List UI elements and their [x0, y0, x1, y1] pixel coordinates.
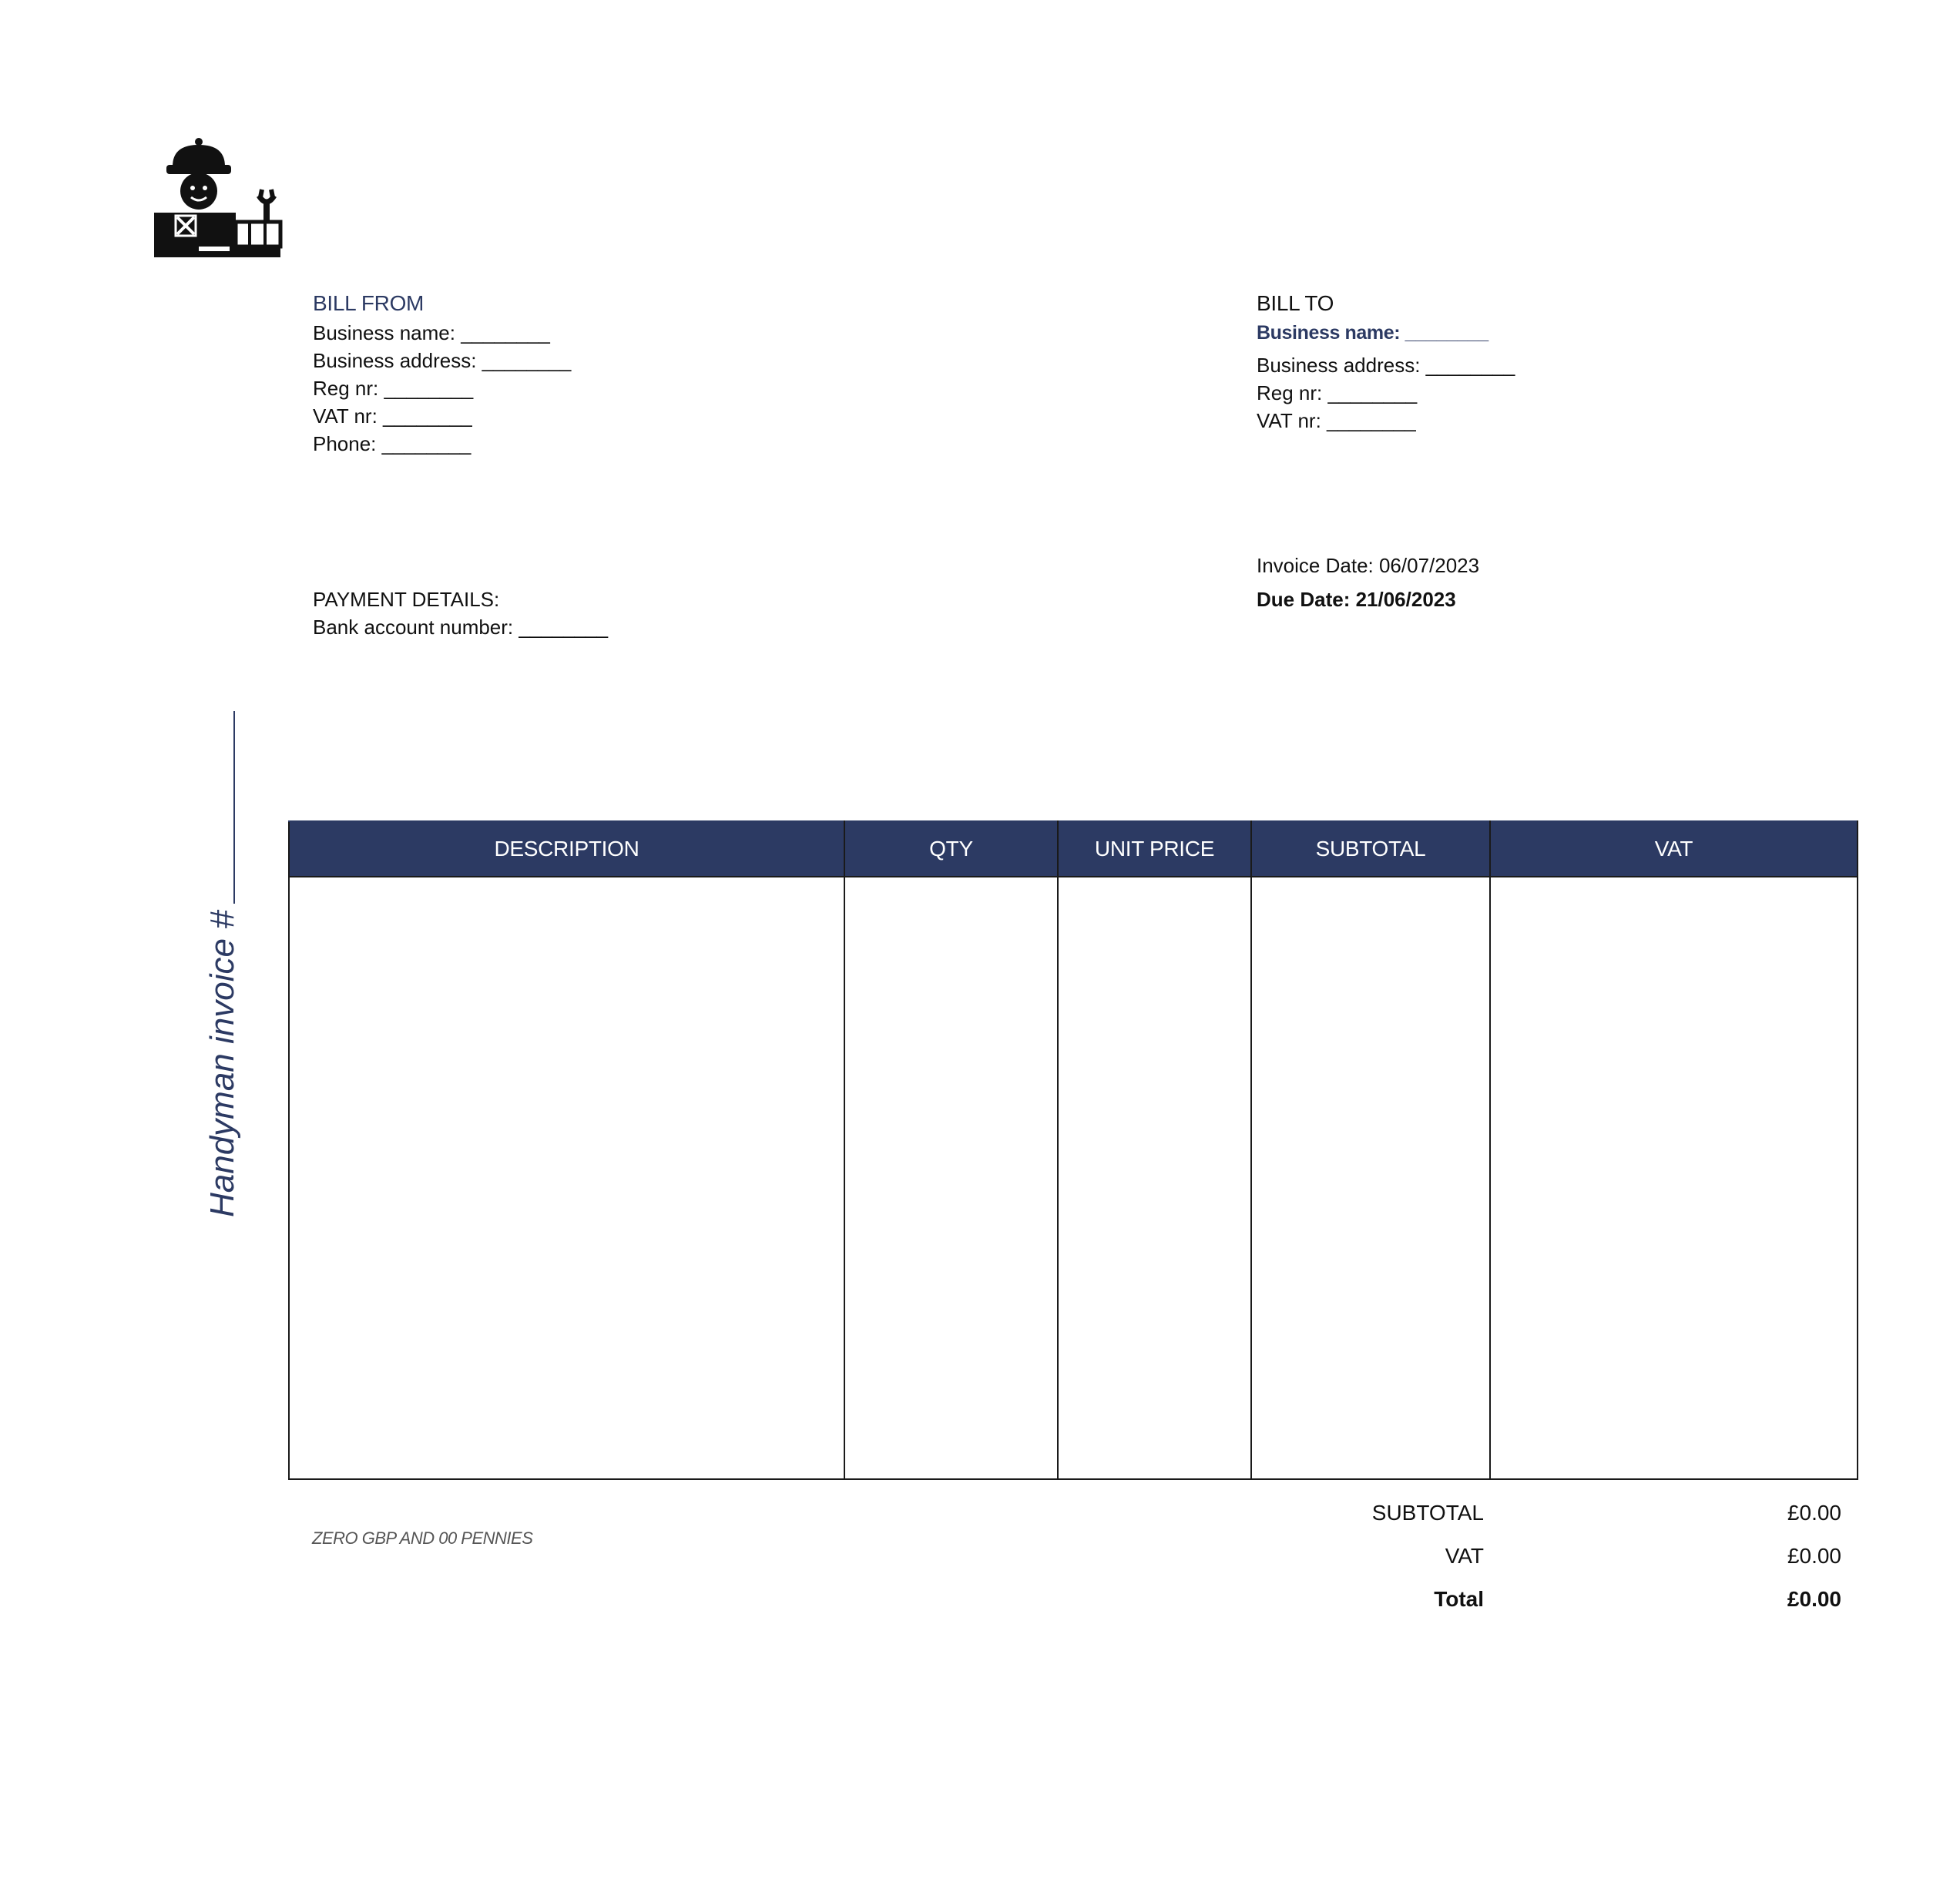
bill-to-section [1257, 288, 1515, 435]
bill-to-business-name: Business name: ________ [1257, 322, 1488, 344]
invoice-number-blank [233, 711, 235, 904]
vat-cell[interactable] [1490, 877, 1858, 1479]
totals-section [1233, 1491, 1849, 1621]
invoice-number-title: Handyman invoice # [203, 910, 241, 1217]
table-header-row [289, 821, 1858, 877]
bill-to-vat-nr: VAT nr: ________ [1257, 409, 1416, 432]
bill-from-heading: BILL FROM [313, 291, 425, 315]
line-items-table [288, 820, 1858, 1480]
column-header-qty: QTY [844, 821, 1058, 877]
column-header-description: DESCRIPTION [289, 821, 844, 877]
handyman-icon [154, 137, 287, 257]
total-row [1233, 1578, 1849, 1621]
subtotal-label: SUBTOTAL [1371, 1501, 1484, 1525]
total-value: £0.00 [1787, 1587, 1841, 1611]
bill-from-section [313, 288, 571, 458]
column-header-unit-price: UNIT PRICE [1058, 821, 1251, 877]
due-date: Due Date: 21/06/2023 [1257, 588, 1456, 611]
bank-account-number: Bank account number: ________ [313, 616, 609, 639]
column-header-vat: VAT [1490, 821, 1858, 877]
payment-details-heading: PAYMENT DETAILS: [313, 588, 500, 611]
column-header-subtotal: SUBTOTAL [1251, 821, 1490, 877]
bill-to-heading: BILL TO [1257, 291, 1334, 315]
qty-cell[interactable] [844, 877, 1058, 1479]
payment-details-section [313, 586, 608, 641]
bill-from-reg-nr: Reg nr: ________ [313, 377, 474, 400]
dates-section [1257, 552, 1479, 619]
bill-from-business-address: Business address: ________ [313, 349, 572, 372]
total-label: Total [1434, 1587, 1484, 1611]
invoice-date: Invoice Date: 06/07/2023 [1257, 554, 1480, 577]
vat-row [1233, 1535, 1849, 1578]
unit-price-cell[interactable] [1058, 877, 1251, 1479]
table-row [289, 877, 1858, 1479]
description-cell[interactable] [289, 877, 844, 1479]
bill-from-vat-nr: VAT nr: ________ [313, 404, 472, 428]
bill-to-reg-nr: Reg nr: ________ [1257, 381, 1418, 404]
bill-from-phone: Phone: ________ [313, 432, 472, 455]
subtotal-value: £0.00 [1787, 1501, 1841, 1525]
invoice-number-label [191, 678, 254, 1217]
subtotal-row [1233, 1491, 1849, 1535]
bill-to-business-address: Business address: ________ [1257, 354, 1515, 377]
amount-in-words: ZERO GBP AND 00 PENNIES [312, 1528, 533, 1548]
subtotal-cell[interactable] [1251, 877, 1490, 1479]
bill-from-business-name: Business name: ________ [313, 321, 550, 344]
vat-label: VAT [1445, 1544, 1484, 1568]
vat-value: £0.00 [1787, 1544, 1841, 1568]
